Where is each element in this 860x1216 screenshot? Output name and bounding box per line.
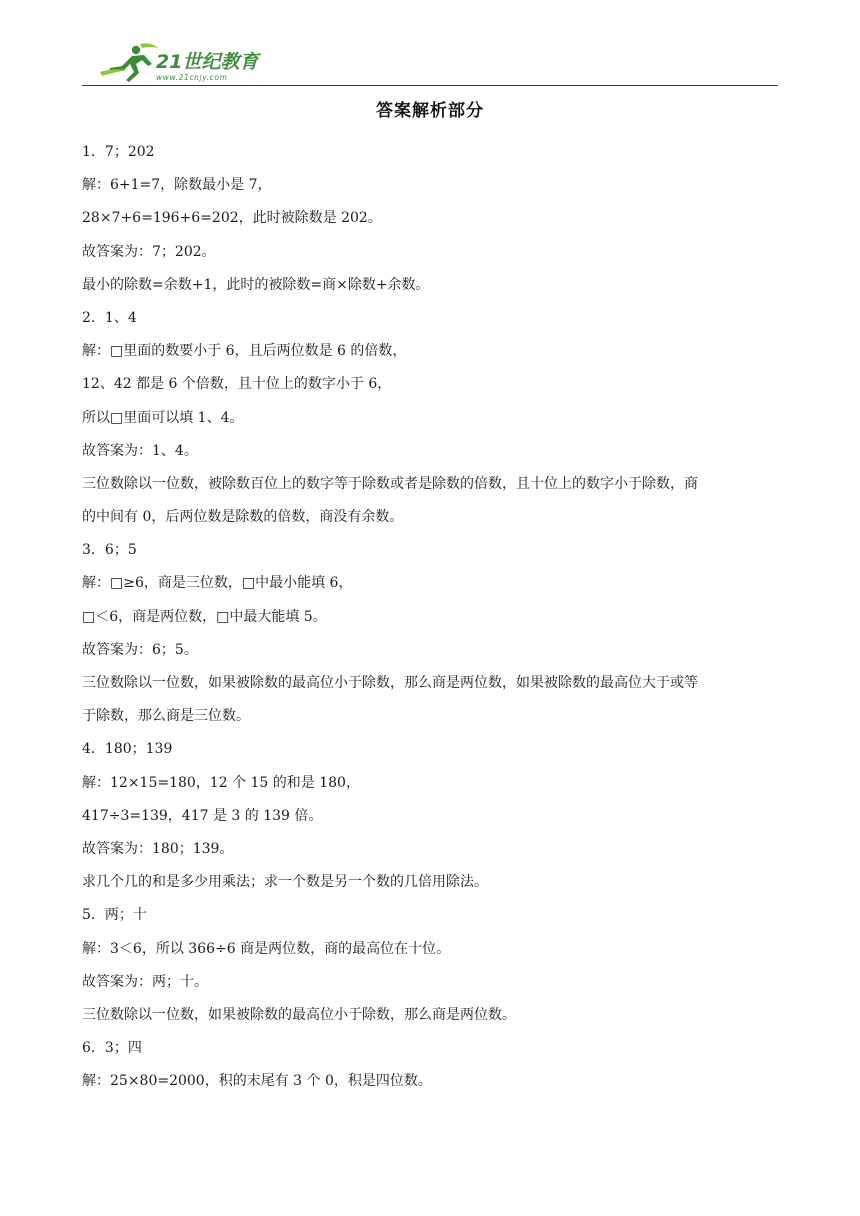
answer-line: 6．3；四 <box>82 1040 142 1057</box>
page-header <box>82 34 778 88</box>
answer-line: 故答案为：6；5。 <box>82 641 198 658</box>
answer-line: 三位数除以一位数，如果被除数的最高位小于除数，那么商是两位数。 <box>82 1006 516 1023</box>
answer-line: 解：25×80=2000，积的末尾有 3 个 0，积是四位数。 <box>82 1073 432 1090</box>
answer-line: 12、42 都是 6 个倍数，且十位上的数字小于 6， <box>82 376 392 393</box>
logo-url: www.21cnjy.com <box>156 73 228 82</box>
answer-line: 28×7+6=196+6=202，此时被除数是 202。 <box>82 210 382 227</box>
answer-line: 求几个几的和是多少用乘法；求一个数是另一个数的几倍用除法。 <box>82 874 488 891</box>
logo-text: 21世纪教育 <box>156 51 259 73</box>
answer-line: 故答案为：1、4。 <box>82 442 198 459</box>
logo <box>92 40 272 86</box>
answer-line: 三位数除以一位数，如果被除数的最高位小于除数，那么商是两位数，如果被除数的最高位大于或等 <box>82 675 698 691</box>
answer-line: 故答案为：两；十。 <box>82 973 208 990</box>
answer-line: 的中间有 0，后两位数是除数的倍数，商没有余数。 <box>82 509 404 526</box>
answer-line: 5．两；十 <box>82 907 147 924</box>
answer-line: 解：□里面的数要小于 6，且后两位数是 6 的倍数， <box>82 343 407 360</box>
answer-line: 三位数除以一位数，被除数百位上的数字等于除数或者是除数的倍数，且十位上的数字小于除数，商 <box>82 475 698 492</box>
answer-line: 2．1、4 <box>82 309 137 326</box>
answer-line: 1．7；202 <box>82 144 155 160</box>
answer-line: 所以□里面可以填 1、4。 <box>82 409 244 426</box>
answer-line: 解：3＜6，所以 366÷6 商是两位数，商的最高位在十位。 <box>82 940 451 957</box>
answer-line: 解：□≥6，商是三位数，□中最小能填 6， <box>82 575 353 592</box>
answer-line: 于除数，那么商是三位数。 <box>82 708 250 725</box>
answer-line: 3．6；5 <box>82 542 137 559</box>
answer-line: □＜6，商是两位数，□中最大能填 5。 <box>82 608 327 625</box>
answer-line: 解：6+1=7，除数最小是 7， <box>82 177 272 194</box>
runner-icon <box>100 44 158 83</box>
answer-line: 故答案为：180；139。 <box>82 840 234 857</box>
answer-line: 417÷3=139，417 是 3 的 139 倍。 <box>82 807 323 824</box>
answer-line: 解：12×15=180，12 个 15 的和是 180， <box>82 774 360 791</box>
answer-content <box>82 136 782 1098</box>
answer-line: 故答案为：7；202。 <box>82 243 216 260</box>
page-title: 答案解析部分 <box>376 101 484 121</box>
header-rule <box>82 85 778 86</box>
answer-line: 最小的除数=余数+1，此时的被除数=商×除数+余数。 <box>82 276 430 293</box>
answer-line: 4．180；139 <box>82 741 173 758</box>
